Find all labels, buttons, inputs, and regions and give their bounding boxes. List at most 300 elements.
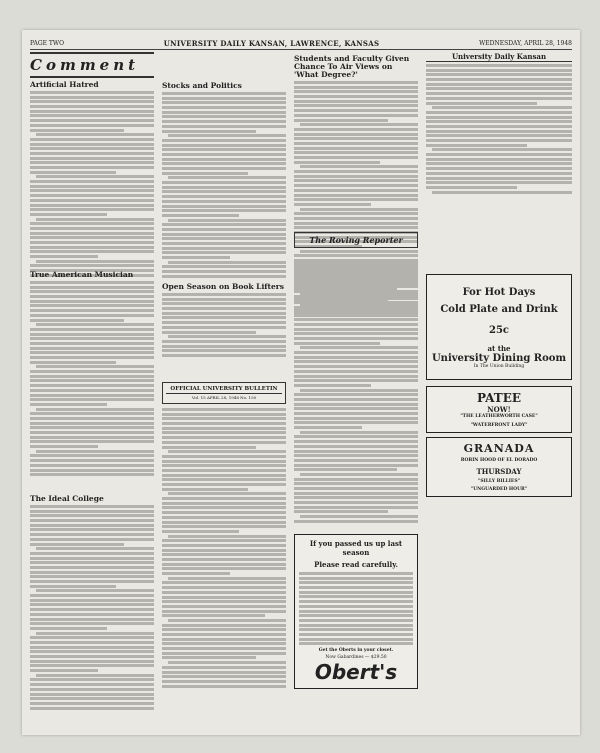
text-line bbox=[426, 167, 572, 170]
text-line bbox=[30, 147, 154, 150]
text-line bbox=[30, 459, 154, 462]
text-line bbox=[294, 464, 418, 467]
text-line bbox=[36, 450, 154, 453]
text-line bbox=[294, 100, 418, 103]
text-line bbox=[426, 102, 537, 105]
text-line bbox=[162, 172, 248, 175]
text-line bbox=[300, 473, 418, 476]
text-line bbox=[168, 134, 286, 137]
text-line bbox=[426, 125, 572, 128]
text-line bbox=[294, 281, 418, 284]
text-line bbox=[168, 577, 286, 580]
newspaper-page bbox=[22, 30, 580, 735]
text-line bbox=[30, 370, 154, 373]
text-line bbox=[30, 608, 154, 611]
text-line bbox=[432, 148, 572, 151]
text-line bbox=[30, 161, 154, 164]
text-line bbox=[294, 137, 418, 140]
headline-book-lifters: Open Season on Book Lifters bbox=[162, 282, 284, 291]
text-line bbox=[162, 125, 286, 128]
text-line bbox=[300, 431, 418, 434]
text-line bbox=[30, 309, 154, 312]
text-line bbox=[162, 516, 286, 519]
text-line bbox=[30, 110, 154, 113]
text-line bbox=[30, 152, 154, 155]
text-line bbox=[294, 267, 418, 270]
text-line bbox=[432, 191, 572, 194]
text-line bbox=[30, 351, 154, 354]
text-line bbox=[294, 342, 380, 345]
text-line bbox=[162, 464, 286, 467]
text-line bbox=[168, 492, 286, 495]
text-line bbox=[294, 450, 418, 453]
text-line bbox=[30, 538, 154, 541]
text-line bbox=[30, 375, 154, 378]
text-line bbox=[30, 114, 154, 117]
text-line bbox=[36, 218, 154, 221]
text-line bbox=[30, 585, 116, 588]
column-1c bbox=[30, 492, 154, 729]
text-line bbox=[294, 482, 418, 485]
text-line bbox=[162, 431, 286, 434]
text-line bbox=[162, 312, 286, 315]
text-line bbox=[162, 214, 239, 217]
text-line bbox=[162, 153, 286, 156]
masthead-text bbox=[426, 64, 572, 214]
text-line bbox=[30, 422, 154, 425]
text-line bbox=[426, 162, 572, 165]
text-line bbox=[162, 614, 265, 617]
text-line bbox=[162, 130, 256, 133]
text-line bbox=[30, 580, 154, 583]
text-line bbox=[30, 403, 107, 406]
text-line bbox=[294, 114, 418, 117]
text-line bbox=[162, 553, 286, 556]
text-line bbox=[162, 101, 286, 104]
text-line bbox=[30, 571, 154, 574]
text-line bbox=[294, 370, 418, 373]
text-line bbox=[294, 351, 418, 354]
dining-room-ad bbox=[426, 274, 572, 380]
text-line bbox=[162, 656, 256, 659]
text-line bbox=[30, 232, 154, 235]
text-line bbox=[162, 223, 286, 226]
headline-students-faculty: Students and Faculty Given Chance To Air Views on 'What Degree?' bbox=[294, 54, 410, 79]
text-line bbox=[294, 170, 418, 173]
bulletin-title: OFFICIAL UNIVERSITY BULLETIN bbox=[166, 386, 282, 394]
text-line bbox=[162, 92, 286, 95]
text-line bbox=[162, 162, 286, 165]
text-line bbox=[162, 167, 286, 170]
text-line bbox=[30, 199, 154, 202]
text-line bbox=[162, 441, 286, 444]
text-line bbox=[162, 354, 286, 357]
text-line bbox=[294, 285, 418, 288]
text-line bbox=[30, 255, 98, 258]
text-line bbox=[162, 610, 286, 613]
text-line bbox=[30, 171, 116, 174]
text-line bbox=[162, 148, 286, 151]
text-line bbox=[162, 265, 286, 268]
text-line bbox=[30, 636, 154, 639]
text-line bbox=[30, 412, 154, 415]
text-line bbox=[294, 119, 388, 122]
text-line bbox=[162, 298, 286, 301]
body-text bbox=[162, 408, 286, 729]
text-line bbox=[36, 547, 154, 550]
text-line bbox=[162, 275, 286, 278]
text-line bbox=[162, 349, 286, 352]
text-line bbox=[30, 613, 154, 616]
text-line bbox=[30, 510, 154, 513]
text-line bbox=[30, 627, 107, 630]
text-line bbox=[162, 685, 286, 688]
text-line bbox=[30, 664, 154, 667]
text-line bbox=[426, 130, 572, 133]
text-line bbox=[162, 539, 286, 542]
text-line bbox=[294, 403, 418, 406]
text-line bbox=[30, 236, 154, 239]
text-line bbox=[162, 200, 286, 203]
text-line bbox=[294, 337, 418, 340]
text-line bbox=[294, 222, 418, 225]
text-line bbox=[30, 129, 124, 132]
text-line bbox=[426, 116, 572, 119]
text-line bbox=[294, 393, 418, 396]
text-line bbox=[162, 247, 286, 250]
text-line bbox=[426, 64, 572, 67]
text-line bbox=[30, 575, 154, 578]
text-line bbox=[426, 158, 572, 161]
day-label: THURSDAY bbox=[476, 467, 522, 476]
text-line bbox=[162, 460, 286, 463]
text-line bbox=[30, 227, 154, 230]
text-line bbox=[162, 506, 286, 509]
text-line bbox=[30, 208, 154, 211]
text-line bbox=[30, 454, 154, 457]
masthead: University Daily Kansan bbox=[426, 52, 572, 62]
text-line bbox=[294, 375, 418, 378]
body-text bbox=[30, 505, 154, 729]
text-line bbox=[294, 90, 418, 93]
text-line bbox=[162, 331, 256, 334]
text-line bbox=[162, 111, 286, 114]
text-line bbox=[30, 204, 154, 207]
text-line bbox=[162, 455, 286, 458]
text-line bbox=[30, 683, 154, 686]
comment-banner: Comment bbox=[30, 52, 154, 78]
text-line bbox=[300, 515, 418, 518]
text-line bbox=[30, 394, 154, 397]
text-line bbox=[162, 647, 286, 650]
text-line bbox=[162, 190, 286, 193]
text-line bbox=[294, 262, 418, 265]
text-line bbox=[162, 186, 286, 189]
text-line bbox=[30, 702, 154, 705]
text-line bbox=[294, 300, 388, 303]
text-line bbox=[294, 179, 418, 182]
text-line bbox=[30, 157, 154, 160]
text-line bbox=[30, 650, 154, 653]
text-line bbox=[294, 133, 418, 136]
text-line bbox=[294, 109, 418, 112]
text-line bbox=[30, 96, 154, 99]
text-line bbox=[30, 646, 154, 649]
text-line bbox=[426, 73, 572, 76]
text-line bbox=[294, 142, 418, 145]
text-line bbox=[168, 661, 286, 664]
text-line bbox=[294, 189, 418, 192]
text-line bbox=[426, 181, 572, 184]
text-line bbox=[30, 241, 154, 244]
text-line bbox=[162, 483, 286, 486]
text-line bbox=[294, 156, 418, 159]
text-line bbox=[294, 365, 418, 368]
text-line bbox=[30, 143, 154, 146]
text-line bbox=[162, 521, 286, 524]
granada-ad bbox=[426, 437, 572, 497]
text-line bbox=[30, 384, 154, 387]
text-line bbox=[30, 100, 154, 103]
headline-artificial-hatred: Artificial Hatred bbox=[30, 80, 99, 89]
text-line bbox=[36, 175, 154, 178]
text-line bbox=[30, 105, 154, 108]
bulletin-date: Vol. 15 APRIL 28, 1948 No. 150 bbox=[191, 395, 257, 400]
ad-line: University Dining Room bbox=[431, 353, 567, 364]
text-line bbox=[30, 333, 154, 336]
text-line bbox=[30, 328, 154, 331]
text-line bbox=[162, 591, 286, 594]
text-line bbox=[162, 478, 286, 481]
text-line bbox=[168, 176, 286, 179]
text-line bbox=[294, 445, 418, 448]
text-line bbox=[30, 379, 154, 382]
text-line bbox=[162, 115, 286, 118]
text-line bbox=[294, 398, 418, 401]
text-line bbox=[162, 642, 286, 645]
page-header bbox=[30, 38, 572, 50]
text-line bbox=[30, 417, 154, 420]
page-label: PAGE TWO bbox=[30, 39, 64, 47]
text-line bbox=[30, 286, 154, 289]
text-line bbox=[426, 83, 572, 86]
text-line bbox=[162, 316, 286, 319]
text-line bbox=[162, 605, 286, 608]
text-line bbox=[426, 69, 572, 72]
text-line bbox=[162, 242, 286, 245]
text-line bbox=[30, 618, 154, 621]
text-line bbox=[168, 219, 286, 222]
text-line bbox=[30, 166, 154, 169]
film-title: "THE LEATHERWORTH CASE" bbox=[460, 414, 538, 419]
text-line bbox=[294, 440, 418, 443]
text-line bbox=[36, 323, 154, 326]
text-line bbox=[294, 454, 418, 457]
text-line bbox=[294, 198, 418, 201]
theater-name: GRANADA bbox=[463, 442, 535, 455]
text-line bbox=[162, 321, 286, 324]
text-line bbox=[294, 217, 418, 220]
text-line bbox=[294, 332, 418, 335]
text-line bbox=[30, 669, 98, 672]
text-line bbox=[162, 233, 286, 236]
text-line bbox=[294, 412, 418, 415]
text-line bbox=[162, 474, 286, 477]
text-line bbox=[36, 674, 154, 677]
text-line bbox=[162, 340, 286, 343]
text-line bbox=[30, 361, 116, 364]
text-line bbox=[30, 436, 154, 439]
text-line bbox=[30, 264, 154, 267]
text-line bbox=[30, 342, 154, 345]
text-line bbox=[294, 81, 418, 84]
text-line bbox=[294, 290, 418, 293]
text-line bbox=[30, 533, 154, 536]
text-line bbox=[294, 184, 418, 187]
text-line bbox=[30, 543, 124, 546]
text-line bbox=[294, 175, 418, 178]
text-line bbox=[162, 139, 286, 142]
text-line bbox=[162, 436, 286, 439]
text-line bbox=[294, 151, 418, 154]
text-line bbox=[162, 530, 239, 533]
text-line bbox=[162, 345, 286, 348]
text-line bbox=[30, 180, 154, 183]
text-line bbox=[36, 133, 154, 136]
text-line bbox=[162, 158, 286, 161]
text-line bbox=[30, 514, 154, 517]
text-line bbox=[294, 520, 418, 523]
text-line bbox=[30, 337, 154, 340]
text-line bbox=[30, 641, 154, 644]
text-line bbox=[30, 295, 154, 298]
film-title: "SILLY BILLIES" bbox=[478, 479, 520, 484]
text-line bbox=[36, 589, 154, 592]
text-line bbox=[294, 147, 418, 150]
text-line bbox=[162, 413, 286, 416]
text-line bbox=[426, 87, 572, 90]
text-line bbox=[30, 314, 154, 317]
text-line bbox=[162, 525, 286, 528]
text-line bbox=[30, 557, 154, 560]
text-line bbox=[294, 407, 418, 410]
text-line bbox=[162, 596, 286, 599]
text-line bbox=[294, 421, 418, 424]
text-line bbox=[294, 128, 418, 131]
text-line bbox=[162, 120, 286, 123]
text-line bbox=[294, 478, 418, 481]
text-line bbox=[426, 97, 572, 100]
text-line bbox=[168, 619, 286, 622]
text-line bbox=[162, 417, 286, 420]
text-line bbox=[426, 92, 572, 95]
text-line bbox=[300, 208, 418, 211]
text-line bbox=[168, 450, 286, 453]
text-line bbox=[162, 256, 230, 259]
text-line bbox=[30, 290, 154, 293]
text-line bbox=[162, 326, 286, 329]
film-title: "UNGUARDED HOUR" bbox=[470, 487, 528, 492]
text-line bbox=[30, 356, 154, 359]
ad-line: In The Union Building bbox=[473, 364, 525, 369]
text-line bbox=[162, 408, 286, 411]
text-line bbox=[30, 599, 154, 602]
text-line bbox=[294, 309, 418, 312]
text-line bbox=[294, 379, 418, 382]
oberts-advertisement bbox=[294, 534, 418, 689]
text-line bbox=[426, 153, 572, 156]
text-line bbox=[294, 510, 388, 513]
now-showing: NOW! bbox=[487, 405, 511, 414]
text-line bbox=[30, 185, 154, 188]
text-line bbox=[30, 138, 154, 141]
text-line bbox=[162, 581, 286, 584]
text-line bbox=[162, 680, 286, 683]
text-line bbox=[162, 181, 286, 184]
text-line bbox=[36, 365, 154, 368]
text-line bbox=[30, 594, 154, 597]
text-line bbox=[162, 567, 286, 570]
text-line bbox=[162, 511, 286, 514]
text-line bbox=[36, 260, 154, 263]
text-line bbox=[30, 440, 154, 443]
text-line bbox=[294, 104, 418, 107]
text-line bbox=[30, 222, 154, 225]
text-line bbox=[162, 671, 286, 674]
text-line bbox=[162, 586, 286, 589]
text-line bbox=[30, 445, 98, 448]
text-line bbox=[294, 328, 418, 331]
text-line bbox=[294, 487, 418, 490]
text-line bbox=[30, 528, 154, 531]
text-line bbox=[162, 293, 286, 296]
issue-date: WEDNESDAY, APRIL 28, 1948 bbox=[479, 39, 572, 47]
ad-line: at the bbox=[487, 344, 511, 353]
ad-price: 25c bbox=[488, 325, 509, 336]
ad-line: If you passed us up last season bbox=[309, 539, 403, 557]
text-line bbox=[294, 295, 418, 298]
ad-line: For Hot Days bbox=[462, 287, 536, 298]
text-line bbox=[162, 558, 286, 561]
text-line bbox=[30, 473, 154, 476]
text-line bbox=[30, 697, 154, 700]
theater-name: PATEE bbox=[476, 391, 522, 405]
text-line bbox=[294, 426, 362, 429]
text-line bbox=[294, 323, 418, 326]
text-line bbox=[162, 427, 286, 430]
text-line bbox=[300, 304, 418, 307]
text-line bbox=[294, 194, 418, 197]
text-line bbox=[30, 622, 154, 625]
text-line bbox=[426, 134, 572, 137]
text-line bbox=[30, 250, 154, 253]
text-line bbox=[162, 251, 286, 254]
text-line bbox=[30, 300, 154, 303]
text-line bbox=[36, 632, 154, 635]
text-line bbox=[294, 271, 418, 274]
text-line bbox=[30, 304, 154, 307]
text-line bbox=[30, 319, 124, 322]
ad-price: Now Gabardines — $29.50 bbox=[325, 655, 387, 661]
newspaper-title: UNIVERSITY DAILY KANSAN, LAWRENCE, KANSAS bbox=[163, 38, 380, 48]
text-line bbox=[30, 194, 154, 197]
text-line bbox=[294, 360, 418, 363]
roving-reporter-banner: The Roving Reporter bbox=[294, 232, 418, 248]
text-line bbox=[300, 165, 418, 168]
text-line bbox=[30, 660, 154, 663]
text-line bbox=[30, 213, 107, 216]
text-line bbox=[30, 469, 154, 472]
